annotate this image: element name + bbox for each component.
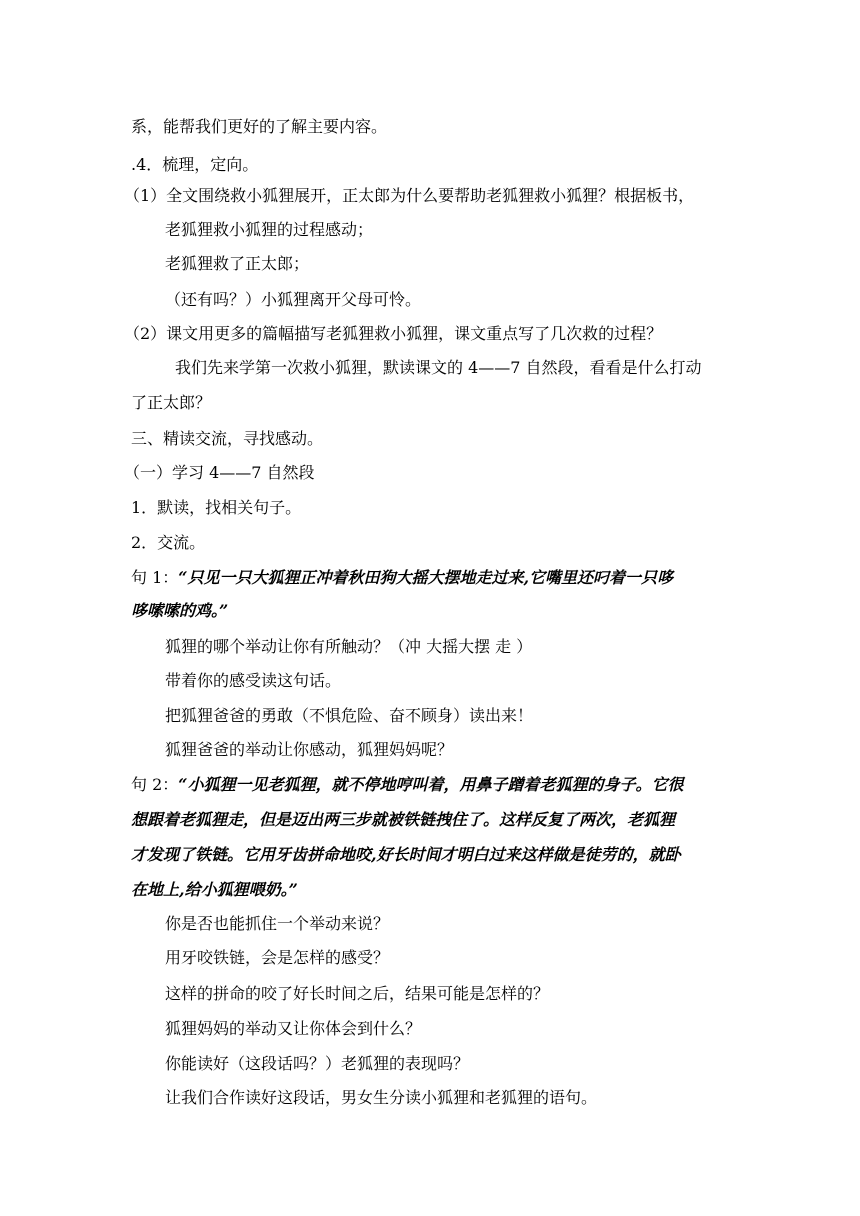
quote-2-line-4: 在地上,给小狐狸喂奶。” (131, 880, 298, 899)
section-heading: 三、精读交流，寻找感动。 (131, 429, 324, 448)
text-line-18: 把狐狸爸爸的勇敢（不惧危险、奋不顾身）读出来！ (165, 706, 534, 725)
text-line-28: 你能读好（这段话吗？）老狐狸的表现吗？ (165, 1054, 470, 1073)
text-line-8: 我们先来学第一次救小狐狸，默读课文的 4——7 自然段，看看是什么打动 (175, 358, 702, 377)
text-line-5: 老狐狸救了正太郎； (165, 254, 310, 273)
text-line-9: 了正太郎？ (131, 393, 212, 412)
text-line-26: 这样的拼命的咬了好长时间之后，结果可能是怎样的？ (165, 984, 550, 1003)
quote-1-text: “只见一只大狐狸正冲着秋田狗大摇大摆地走过来,它嘴里还叼着一只哆 (178, 568, 674, 587)
quote-1-line-2: 哆嗦嗦的鸡。” (131, 601, 229, 620)
text-line-6: （还有吗？）小狐狸离开父母可怜。 (165, 290, 422, 309)
text-line-17: 带着你的感受读这句话。 (165, 671, 342, 690)
text-line-19: 狐狸爸爸的举动让你感动，狐狸妈妈呢？ (165, 740, 454, 759)
text-line-25: 用牙咬铁链，会是怎样的感受？ (165, 948, 390, 967)
text-line-13: 2．交流。 (131, 533, 206, 552)
text-line-24: 你是否也能抓住一个举动来说？ (165, 914, 390, 933)
subsection-heading: （一）学习 4——7 自然段 (124, 463, 315, 482)
quote-2-line-1 (131, 775, 684, 795)
text-line-3: （1）全文围绕救小狐狸展开，正太郎为什么要帮助老狐狸救小狐狸？根据板书， (124, 186, 695, 205)
text-line-2: .4．梳理，定向。 (131, 155, 259, 174)
text-line-7: （2）课文用更多的篇幅描写老狐狸救小狐狸，课文重点写了几次救的过程？ (124, 324, 663, 343)
text-line-27: 狐狸妈妈的举动又让你体会到什么？ (165, 1019, 422, 1038)
quote-2-text: “小狐狸一见老狐狸，就不停地哼叫着，用鼻子蹭着老狐狸的身子。它很 (178, 775, 684, 794)
text-line-12: 1．默读，找相关句子。 (131, 498, 302, 517)
quote-2-line-2: 想跟着老狐狸走，但是迈出两三步就被铁链拽住了。这样反复了两次，老狐狸 (131, 810, 676, 829)
text-line-29: 让我们合作读好这段话，男女生分读小狐狸和老狐狸的语句。 (165, 1088, 598, 1107)
text-line-1: 系，能帮我们更好的了解主要内容。 (131, 117, 388, 136)
text-line-4: 老狐狸救小狐狸的过程感动； (165, 220, 374, 239)
quote-1-label: 句 1： (131, 568, 179, 587)
quote-2-line-3: 才发现了铁链。它用牙齿拼命地咬,好长时间才明白过来这样做是徒劳的，就卧 (131, 845, 681, 864)
quote-2-label: 句 2： (131, 775, 179, 794)
text-line-16: 狐狸的哪个举动让你有所触动？（冲 大摇大摆 走 ） (165, 637, 533, 656)
quote-1-line-1 (131, 568, 673, 588)
